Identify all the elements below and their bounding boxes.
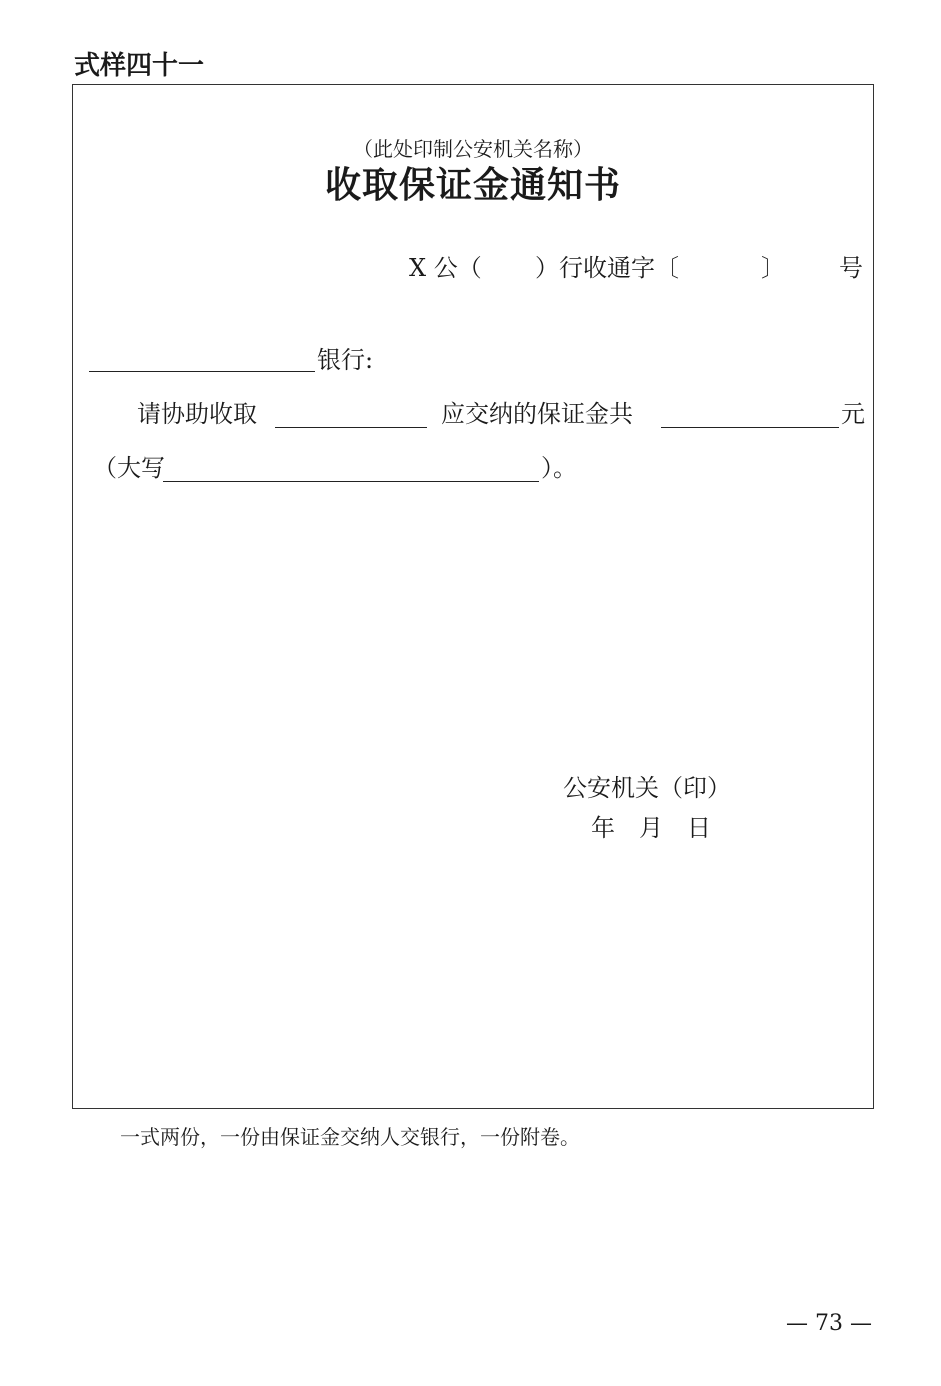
body-line1-mid: 应交纳的保证金共 (441, 400, 633, 428)
addressee-bank-label: 银行: (317, 346, 374, 374)
amount-blank (661, 427, 839, 428)
body-line2-end: ）。 (541, 454, 577, 482)
document-title: 收取保证金通知书 (324, 164, 621, 206)
authority-name-placeholder: （此处印制公安机关名称） (353, 137, 593, 161)
doc-number-mid: ）行收通字〔 (535, 254, 679, 282)
body-line2-start: （大写 (93, 454, 165, 482)
body-line1-start: 请协助收取 (137, 400, 257, 428)
footnote: 一式两份，一份由保证金交纳人交银行，一份附卷。 (120, 1125, 580, 1149)
sample-label: 式样四十一 (74, 51, 205, 81)
signature-date: 年 月 日 (591, 814, 711, 842)
signature-authority: 公安机关（印） (563, 774, 731, 802)
doc-number-suffix: 号 (839, 254, 863, 282)
form-frame (72, 84, 874, 1109)
page-number: — 73 — (786, 1311, 872, 1336)
bank-name-blank (89, 371, 315, 372)
payer-name-blank (275, 427, 427, 428)
doc-number-bracket-close: 〕 (761, 254, 785, 282)
body-line1-end: 元 (841, 400, 865, 428)
doc-number-prefix: X 公（ (409, 254, 482, 282)
amount-in-words-blank (163, 481, 539, 482)
